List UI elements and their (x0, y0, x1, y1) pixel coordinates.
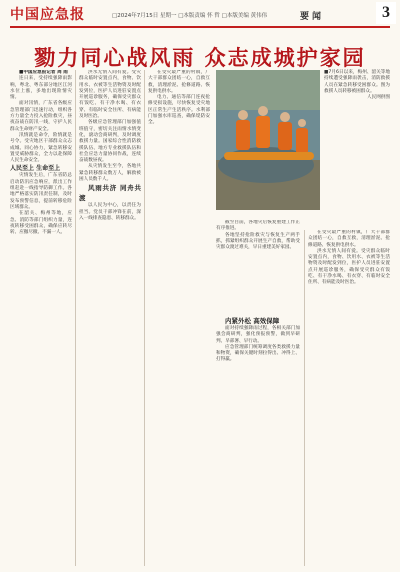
article-column-6 (308, 230, 390, 566)
paragraph: 在韶关、梅州等地，应急、消防等部门组织力量，连夜转移受困群众，确保应转尽转、应撤尽撤、不漏一人。 (10, 211, 72, 236)
photo-credit: 人民网供图 (367, 95, 390, 101)
rescue-photo (216, 70, 320, 210)
newspaper-logo: 中国应急报 (10, 7, 85, 23)
paragraph: 灾情发生后，广东省防总启动防汛应急响应，派出工作组赶赴一线指导防御工作。各地严格落实防汛责任制，及时发布预警信息，提前转移危险区域群众。 (10, 173, 72, 210)
flood-rescue-image (216, 70, 320, 210)
paragraph: 截至目前，各地灾后恢复重建工作正有序推进。 (216, 220, 300, 232)
subheading: 内紧外松 高效保障 (225, 317, 280, 325)
caption-text: ■7月6日以来，梅州、韶关等地持续遭受强降雨袭击，消防救援人员在紧急转移受困群众。图为救援人员转移被困群众。 (324, 70, 390, 94)
masthead-rule (10, 26, 390, 28)
article-column-2 (79, 70, 141, 566)
column-divider (304, 230, 305, 566)
column-divider (144, 70, 145, 566)
paragraph: 面对汛情，广东省各级应急管理部门迅速行动，组织各方力量全力投入抢险救灾，昼夜奋战在防汛一线，守护人民群众生命财产安全。 (10, 101, 72, 132)
column-divider (75, 70, 76, 566)
paragraph: 连日来，受持续强降雨影响，粤北、粤东部分地区江河水位上涨，多地出现险情灾情。 (10, 76, 72, 101)
paragraph: 各级应急管理部门加强值班值守，密切关注雨情水情变化，滚动会商研判，及时调度救援力量。国家综合性消防救援队伍、地方专业救援队伍和社会应急力量协同作战，连续奋战数昼夜。 (79, 120, 141, 164)
paragraph: 电力、通信等部门连夜抢修受损设施，尽快恢复受灾地区正常生产生活秩序。水利部门加强水库巡查，确保堤防安全。 (148, 95, 210, 126)
subheading: 人民至上 生命至上 (10, 165, 61, 173)
paragraph: 从灾情发生至今，各地共紧急转移群众数万人，解救被困人员数千人。 (79, 164, 141, 183)
section-title: 要闻 (300, 12, 325, 22)
paragraph: 洪水无情人间有爱。受灾群众临时安置点内，食物、饮用水、衣被等生活物资及时配发到位，医护人员进驻安置点开展巡诊服务，确保受灾群众有饭吃、有干净水喝、有衣穿、有临时安全住所、有病能及时医治。 (308, 248, 390, 286)
masthead (0, 0, 400, 26)
subheading: 风雨共济 同舟共渡 (79, 184, 141, 203)
byline: ■中国应急报记者 周 雨 (19, 70, 68, 75)
page-number: 3 (376, 2, 396, 24)
paragraph: 洪水无情人间有爱。受灾群众临时安置点内，食物、饮用水、衣被等生活物资及时配发到位，医护人员进驻安置点开展巡诊服务，确保受灾群众有饭吃、有干净水喝、有衣穿、有临时安全住所、有病能及时医治。 (79, 70, 141, 120)
article-column-4 (216, 220, 300, 310)
article-column-1 (10, 70, 72, 566)
paragraph: 面对持续强降雨过程，各相关部门加强会商研判，强化预报预警，做到早研判、早部署、早行动。 (216, 326, 300, 344)
photo-caption (324, 70, 390, 220)
paragraph: 各地坚持抢险救灾与恢复生产两手抓，抓紧组织群众开展生产自救，帮助受灾群众渡过难关，早日重建美好家园。 (216, 232, 300, 251)
paragraph: 应急管理部门统筹调度各类救援力量和物资，确保关键时刻拉得出、冲得上、打得赢。 (216, 344, 300, 363)
paragraph: 在受灾最严重的村镇，广大干部群众团结一心，自救互救，清理淤泥、抢修道路、恢复供电供水。 (308, 230, 390, 248)
issue-meta: □2024年7月15日 星期一 □本版责编 怀 哲 □本版美编 黄伟伟 (112, 13, 268, 19)
paragraph: 汛情就是命令，险情就是号令。受灾地区干部群众众志成城、同心协力，紧急转移安置受威胁群众，全力以赴保障人民生命安全。 (10, 132, 72, 164)
paragraph: 在受灾最严重的村镇，广大干部群众团结一心，自救互救，清理淤泥、抢修道路、恢复供电供水。 (148, 70, 210, 94)
page-headline: 勠力同心战风雨 众志成城护家园 (34, 46, 366, 70)
article-column-3 (148, 70, 210, 566)
paragraph: 以人民为中心，以责任为担当。党员干部冲锋在前，深入一线排查隐患、转移群众。 (79, 203, 141, 221)
article-column-5 (216, 316, 300, 566)
